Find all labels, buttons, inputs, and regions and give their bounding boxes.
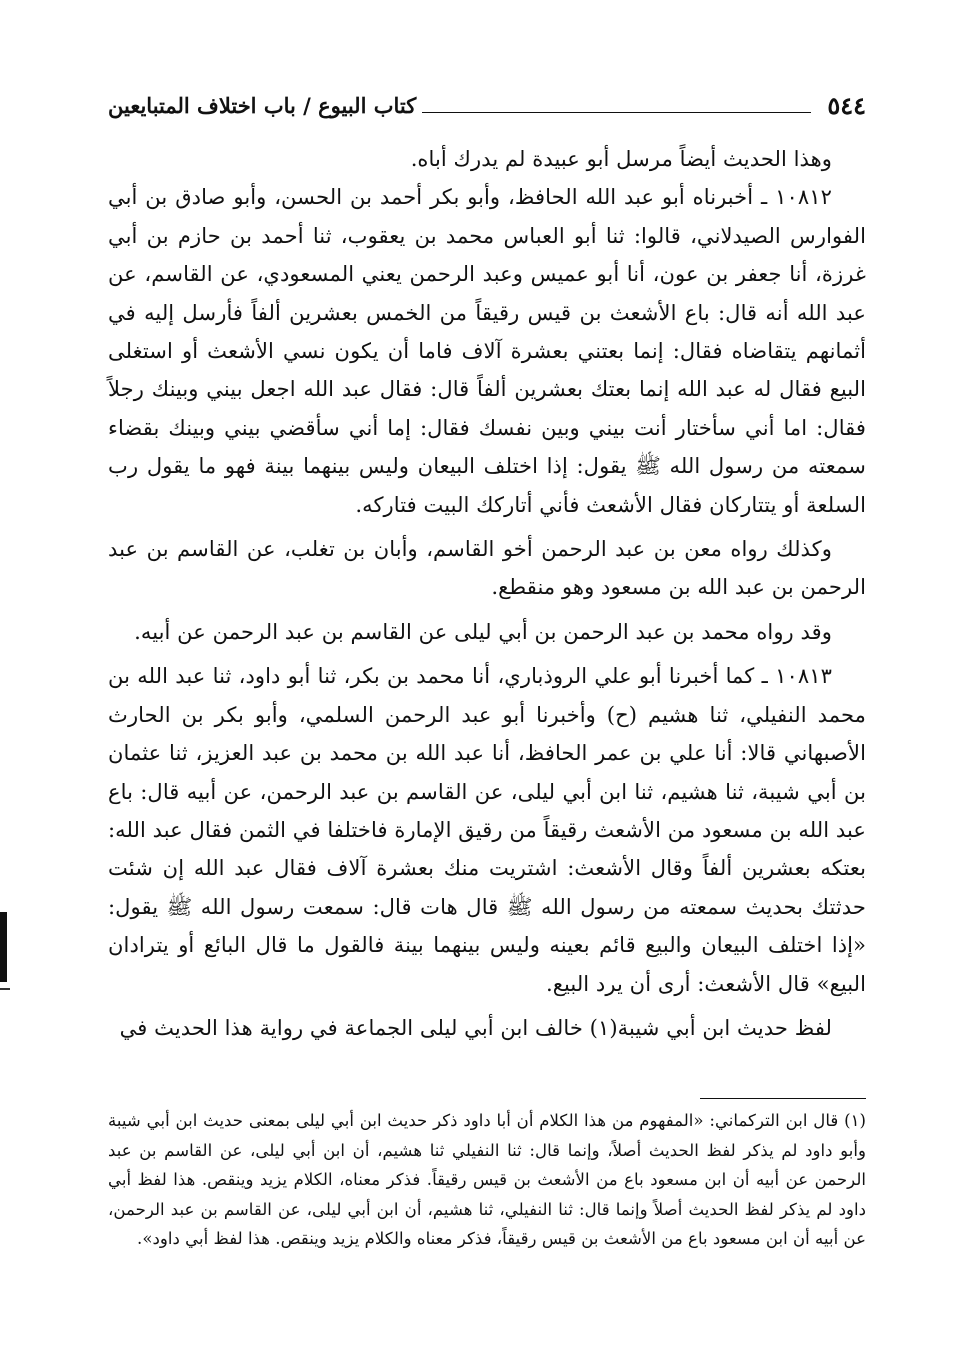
running-title: كتاب البيوع / باب اختلاف المتبايعين [108, 92, 417, 118]
scan-edge-mark [0, 912, 7, 982]
hadith-10812: ١٠٨١٢ ـ أخبرناه أبو عبد الله الحافظ، وأبو بكر أحمد بن الحسن، وأبو صادق بن أبي الفوارس الصيدلاني، قالوا: ثنا أبو العباس محمد بن يعقوب، ثنا أحمد بن حازم بن أبي غرزة، أنا جعفر بن عون، أنا أبو عميس وعبد الرحمن يعني المسعودي، عن القاسم، عن عبد الله أنه قال: باع الأشعث بن قيس رقيقاً من الخمس بعشرين ألفاً فأرسل إليه في أثمانهم يتقاضاه فقال: إنما بعتني بعشرة آلاف فاما أن يكون نسي الأشعث أو استغلى البيع فقال له عبد الله إنما بعتك بعشرين ألفاً قال: فقال عبد الله اجعل بيني وبينك رجلاً فقال: اما أني سأختار أنت بيني وبين نفسك فقال: إما أني سأقضي بيني وبينك بقضاء سمعته من رسول الله ﷺ يقول: إذا اختلف البيعان وليس بينهما بينة فهو ما يقول رب السلعة أو يتتاركان فقال الأشعث فأني أتاركك البيت فتاركه. [108, 184, 866, 517]
header-rule [422, 112, 811, 113]
hadith-10813: ١٠٨١٣ ـ كما أخبرنا أبو علي الروذباري، أنا محمد بن بكر، ثنا أبو داود، ثنا عبد الله بن محمد النفيلي، ثنا هشيم (ح) وأخبرنا أبو عبد الرحمن السلمي، وأبو بكر بن الحارث الأصبهاني قالا: أنا علي بن عمر الحافظ، أنا عبد الله بن محمد بن عبد العزيز، ثنا عثمان بن أبي شيبة، ثنا هشيم، ثنا ابن أبي ليلى، عن القاسم بن عبد الرحمن، عن أبيه قال: باع عبد الله بن مسعود من الأشعث رقيقاً من رقيق الإمارة فاختلفا في الثمن فقال عبد الله: بعتكه بعشرين ألفاً وقال الأشعث: اشتريت منك بعشرة آلاف فقال عبد الله إن شئت حدثتك بحديث سمعته من رسول الله ﷺ قال هات قال: سمعت رسول الله ﷺ يقول: «إذا اختلف البيعان والبيع قائم بعينه وليس بينهما بينة فالقول ما قال البائع أو يترادان البيع» قال الأشعث: أرى أن يرد البيع. [108, 663, 866, 996]
footnote-1: (١) قال ابن التركماني: «المفهوم من هذا الكلام أن أبا داود ذكر حديث ابن أبي ليلى بمعنى حديث ابن أبي شيبة وأبو داود لم يذكر لفظ الحديث أصلاً، وإنما قال: ثنا النفيلي ثنا هشيم، أن ابن أبي ليلى، عن القاسم بن عبد الرحمن عن أبيه أن ابن مسعود باع من الأشعث بن قيس رقيقاً. فذكر معناه، الكلام يزيد وينقص. هذا لفظ أبي داود لم يذكر لفظ الحديث أصلاً وإنما قال: ثنا النفيلي، ثنا هشيم، أن ابن أبي ليلى، عن القاسم بن عبد الرحمن، عن أبيه أن ابن مسعود باع من الأشعث بن قيس رقيقاً، فذكر معناه والكلام يزيد وينقص. هذا لفظ أبي داود». [108, 1111, 866, 1249]
scan-edge-tick [0, 988, 10, 990]
paragraph: وهذا الحديث أيضاً مرسل أبو عبيدة لم يدرك أباه. [410, 146, 832, 171]
paragraph: وكذلك رواه معن بن عبد الرحمن أخو القاسم، وأبان بن تغلب، عن القاسم بن عبد الرحمن بن عبد الله بن مسعود وهو منقطع. [108, 536, 866, 600]
footnote-divider [700, 1098, 866, 1099]
paragraph: لفظ حديث ابن أبي شيبة(١) خالف ابن أبي ليلى الجماعة في رواية هذا الحديث في [119, 1014, 832, 1040]
footnotes [108, 1106, 866, 1254]
page-number: ٥٤٤ [827, 90, 866, 120]
main-text [108, 140, 866, 1047]
page-header [108, 88, 866, 122]
paragraph: وقد رواه محمد بن عبد الرحمن بن أبي ليلى عن القاسم بن عبد الرحمن عن أبيه. [134, 618, 832, 644]
